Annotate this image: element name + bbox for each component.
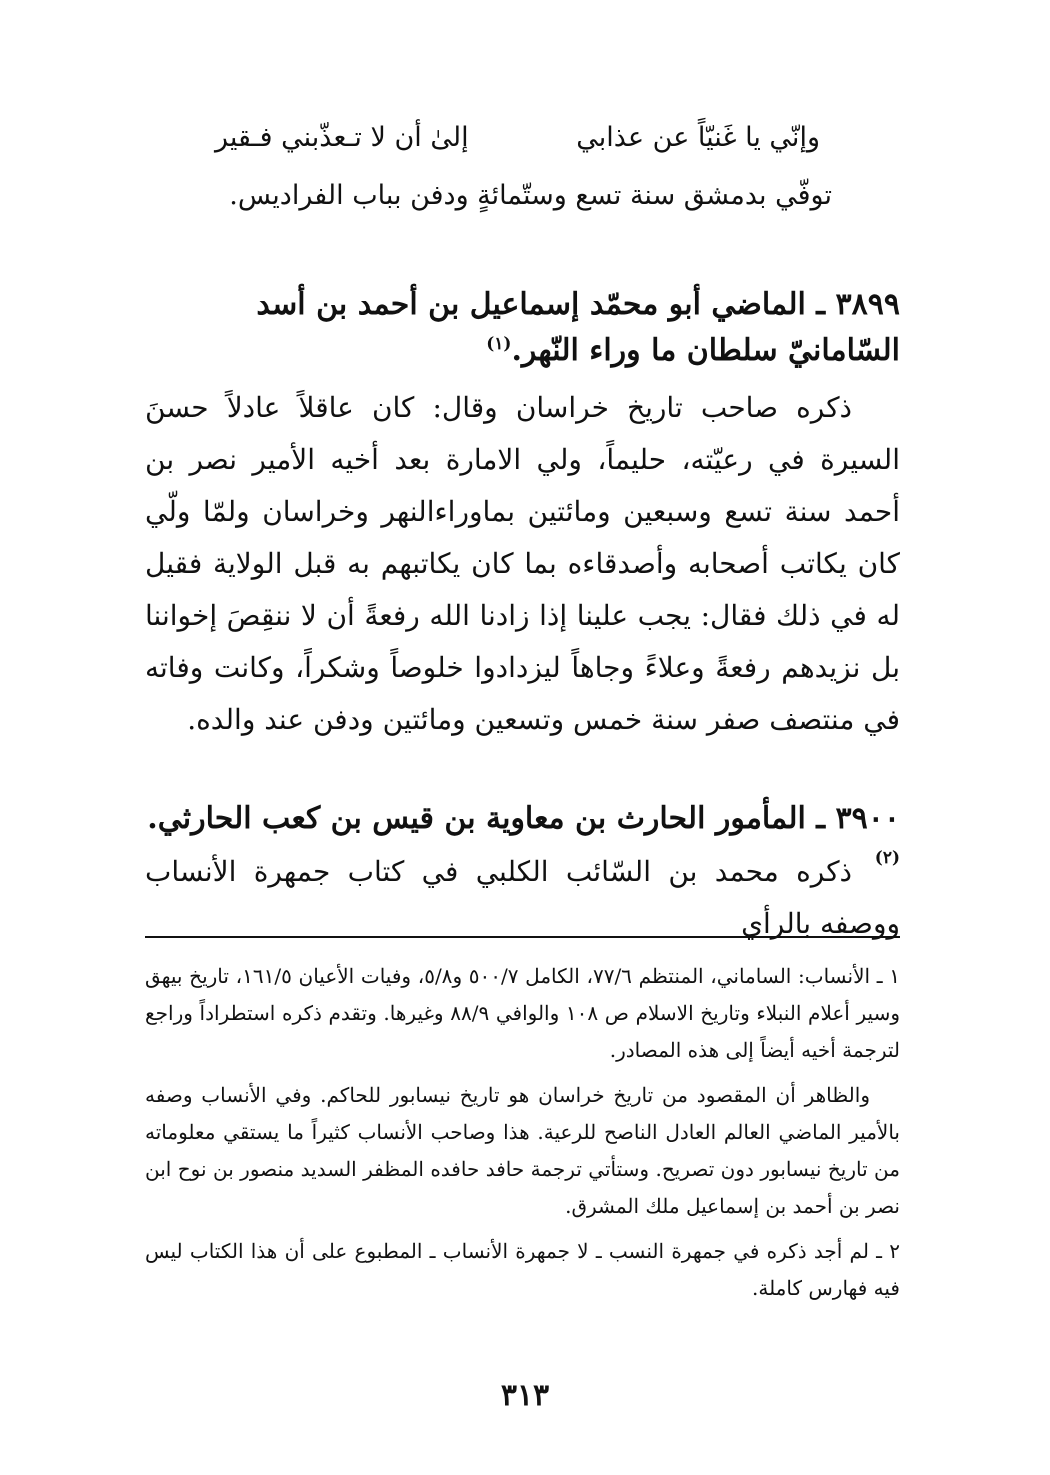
footnote-separator: [145, 936, 900, 938]
verse-right-hemistich: وإنّي يا غَنيّاً عن عذابي: [576, 122, 820, 153]
entry-3899-footnote-ref: (١): [486, 334, 512, 354]
page-number: ٣١٣: [500, 1378, 550, 1413]
poem-verse: [215, 122, 820, 168]
verse-left-hemistich: إلىٰ أن لا تـعذّبني فـقير: [215, 122, 469, 153]
footnote-2: ٢ ـ لم أجد ذكره في جمهرة النسب ـ لا جمهرة الأنساب ـ المطبوع على أن هذا الكتاب ليس فيه فهارس كاملة.: [145, 1239, 900, 1300]
footnote-1-paragraph-1: ١ ـ الأنساب: الساماني، المنتظم ٧٧/٦، الكامل ٥٠٠/٧ و٥/٨، وفيات الأعيان ١٦١/٥، تاريخ بيهق وسير أعلام النبلاء وتاريخ الاسلام ص ١٠٨ والوافي ٨٨/٩ وغيرها. وتقدم ذكره استطراداً وراجع لترجمة أخيه أيضاً إلى هذه المصادر.: [145, 964, 901, 1062]
entry-3899-heading: [145, 282, 900, 374]
entry-3900-title: ٣٩٠٠ ـ المأمور الحارث بن معاوية بن قيس بن كعب الحارثي.: [147, 801, 900, 836]
death-note-line: توفّي بدمشق سنة تسع وستّمائةٍ ودفن بباب الفراديس.: [229, 180, 832, 211]
footnotes-block: [145, 958, 900, 1315]
entry-3900-body: ذكره محمد بن السّائب الكلبي في كتاب جمهرة الأنساب ووصفه بالرأي: [145, 855, 900, 940]
entry-3899-body: ذكره صاحب تاريخ خراسان وقال: كان عاقلاً عادلاً حسنَ السيرة في رعيّته، حليماً، ولي الامارة بعد أخيه الأمير نصر بن أحمد سنة تسع وسبعين ومائتين بماوراءالنهر وخراسان ولمّا ولّي كان يكاتب أصحابه وأصدقاءه بما كان يكاتبهم به قبل الولاية فقيل له في ذلك فقال: يجب علينا إذا زادنا الله رفعةً أن لا ننقِصَ إخواننا بل نزيدهم رفعةً وعلاءً وجاهاً ليزدادوا خلوصاً وشكراً، وكانت وفاته في منتصف صفر سنة خمس وتسعين ومائتين ودفن عند والده.: [145, 391, 900, 736]
entry-3899-title: ٣٨٩٩ ـ الماضي أبو محمّد إسماعيل بن أحمد بن أسد السّامانيّ سلطان ما وراء النّهر.: [256, 287, 900, 368]
entry-3900-footnote-ref: (٢): [874, 848, 900, 868]
footnote-1-paragraph-2: والظاهر أن المقصود من تاريخ خراسان هو تاريخ نيسابور للحاكم. وفي الأنساب وصفه بالأمير الماضي العالم العادل الناصح للرعية. هذا وصاحب الأنساب كثيراً ما يستقي معلوماته من تاريخ نيسابور دون تصريح. وستأتي ترجمة حافد حافده المظفر السديد منصور بن نوح ابن نصر بن أحمد بن إسماعيل ملك المشرق.: [145, 1083, 900, 1218]
